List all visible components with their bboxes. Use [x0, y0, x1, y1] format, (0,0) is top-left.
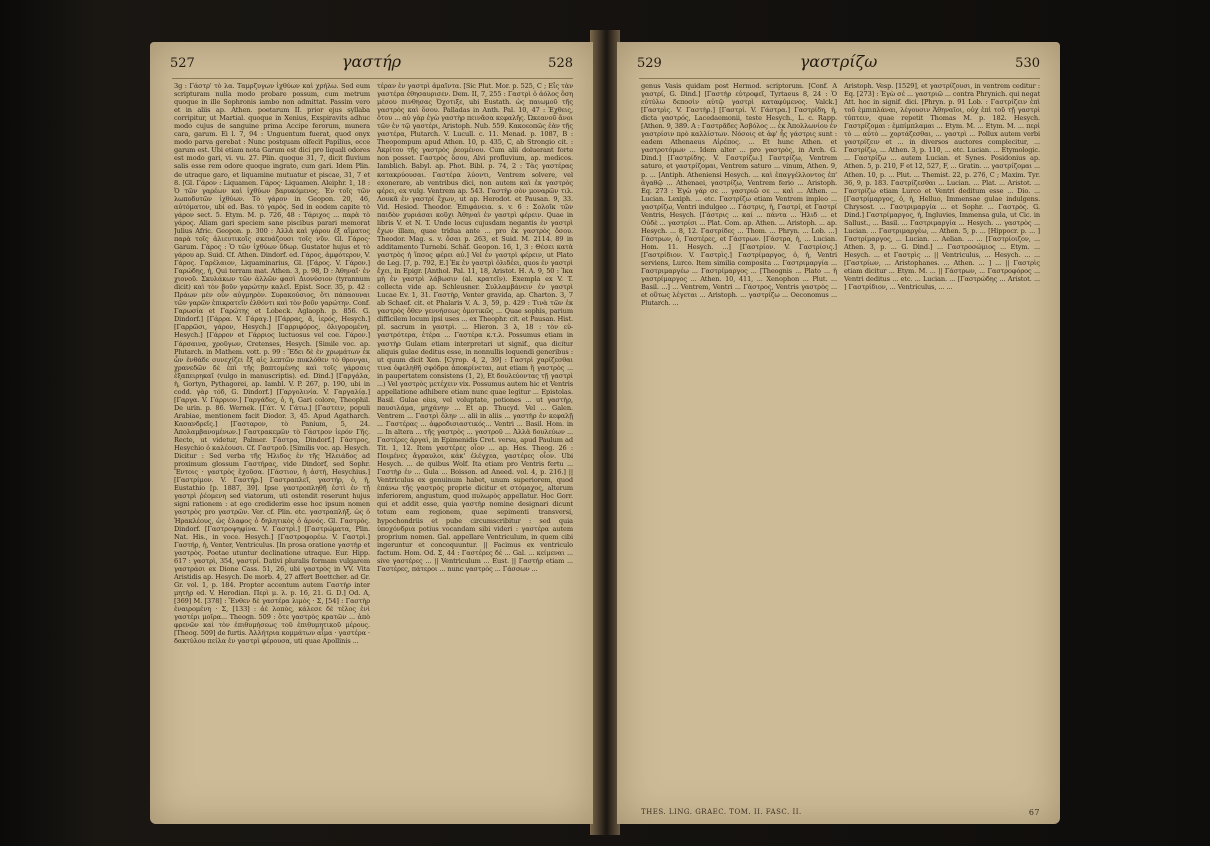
right-page — [617, 42, 1060, 824]
left-column-b: τέραν ἐν γαστρὶ ἀμαῖντα. [Sic Plut. Mor. p. 525, C ; Εἶς τὰν γαστέρα ἐθησαυρισεν. Dem. II, 7, 255 : Γαστρὶ ὁ ἀόλος ὅση μέσου πινθησας Ὀχοτιξε, ubi Eustath. ὡς παιωμοῦ τῆς γαστρὸς καὶ ὅσου. Palladas in Anth. Pal. 10, 47 : Ἐχθεις, ὅτου ... αὐ γὰρ ἐγὼ γαστὴρ πεινᾶσα κεφαλῆς. Ὠκεανοῦ ἄνοι τῶν ἐν τῷ γαστέρι, Aristoph. Nub. 559. Κακοεοπῶς ἐὰν τῆς γαστέρα, Plutarch. V. Lucull. c. 11. Menad. p. 1087, B : Theopompum apud Athen. 10, p. 435, C, ab Strongio cit. : Ἀκρίτου τῆς γαστρὸς ῥεομένου. Cum alii doluerant forte non posset. Γαστρὸς ὅσου, Alvi profluvium, ap. medicos. Iamblich. Babyl. ap. Phot. Bibl. p. 74, 2 : Τὰς γαστέρας κατακρύουσαι. Γαστέρα λύοντι, Ventrem solvere, vel exonerare, ab ventribus dici, non autem καὶ ἐκ γαστρὸς φέρει, ex vulg. Ventrem ap. 543. Γαστὴρ σὸν μοναρῶν τιλ. Λουκᾶ ἐν γαστρί ἔχων, ut ap. Herodot. et Pausan. 9, 33. Vid. Hesiod. Theodor. Ἐπιφάνεια. s. v. 6 : Σολοῖκ τῶν παιδὸν χυριάσαι κοῦχι Ἀθηναὶ ἐν γαστρὶ φέρειν. Quae in libris V. et N. T. Unde locus cujusdam negantis ἐν γαστρὶ ἔχων illam, quae tridua ante ... pro ἐκ γαστρὸς ὅσου. Theodor. Mag. s. v. ὄσαι p. 263, et Suid. M. 2114. 89 in additamento Turnebi. Schäf. Geopon. 16, 1, 3 : Θέσει κατὰ γαστρὸς ἡ ἵπσος φέρει αὐ.] Vel ἐν γαστρὶ φέρειν, ut Plato de Leg. [7, p. 792, E.] Ἐκ ἐν γαστρὶ ὀλιδέει, quos ἐν γαστρὶ ἔχει, in Epigr. [Anthol. Pal. 11, 18, Aristot. H. A. 9, 50 : Ἰκα μὴ ἐν γαστρὶ λάβωσιν (al. κρατεῖν). Exempla ex V. T. collecta vide ap. Schleusner. Συλλαμβάνειν ἐν γαστρὶ Lucae Ev. 1, 31. Γαστὴρ, Venter gravida, ap. Charton. 3, 7 ab Schaef. cit. et Phalaris V. A. 3, 59, p. 429 : Τινὰ τῶν ἐκ γαστρὸς ὅθεν γεννήσεως ὁμοτικῶς ... Quae sophis, parium difficilem locum ipsi uses ... ex Theophr. cit. et Pausan. Hist. pl. sacrum in γαστρὶ. ... Hieron. 3 λ, 18 : τὸν εὐ-γαστρότερα, ἑτέρα ... Γαστέρα κ.τ.λ. Possumus etiam in γαστὴρ Gulam etiam interpretari ut signif., qua dicitur aliquis gulae deditus esse, in nonnullis loquendi generibus : ut quum dicit Xen. [Cyrop. 4, 2, 39] : Γαστρὶ χαρίζεσθαι τινα ὀφεληθῆ σφόδρα ἀποκρίνεται, aut etiam ἢ γαστρὸς ... in paupertatem consistens (1, 2), Et δουλεύοντας τῇ γαστρὶ ...) Vel γαστρὸς μετέχειν vix. Possumus autem hic et Ventris appellatione adhibere etiam nunc quae legitur ... Epistolas. Basil. Gulae eius, vel voluptate, potiones ... ut γαστὴρ, παυσιλάμα, μηχάνην ... Et ap. Thucyd. Vel ... Galen. Ventrem ... Γαστρὶ ὅλην ... alii in aliis ... γαστὴρ ἐν κεφαλῇ ... Γαστέρας ... ἀφροδισιαστικός... Ventri ... Basil. Hom. in ... In altera ... τῆς γαστρὸς ... γαστροῦ ... Ἀλλὰ δουλεύων ... Γαστέρες ἀργαὶ, in Epimenidis Cret. versu, apud Paulum ad Tit. 1, 12. Item γαστέρες οἶον ... ap. Hes. Theog. 26 : Ποιμένες ἄγραυλοι, κάκ' ἐλέγχεα, γαστέρες οἶον. Ubi Hesych. ... de quibus Wolf. Ita etiam pro Ventris fertu ... Γαστὴρ ἐν ... Gula ... Boisson. ad Aneed. vol. 4, p. 216.] || Ventriculus ex genuinum habet, unum superiorem, quod ἐπάνω τῆς γαστρὸς proprie dicitur et στόμαχος, alterum inferiorem, angustum, quod πυλωρὸς appellatur. Hoc Gorr. qui et addit esse, quia γαστὴρ nomine designari dicunt totum eam regionem, quae sepimenti transversi, hypochondriis et pube circumscribitur : sed quia ὑποχόνδρια potius vocandam sibi videri : γαστέρα autem proprium nomen. Gal. appellare Ventriculum, in quem cibi ingeruntur et concoquuntur. || Facimus ex ventriculo factum. Hom. Od. Σ, 44 : Γαστέρες δέ ... Gal. ... κείμεναι ... sive γαστέρες ... || Ventriculum ... Eust. || Γαστήρ etiam ... Γαστέρες, πάτεροι ... nunc γαστρὸς ... Γάσσων ... — [377, 82, 573, 573]
left-headword: γαστήρ — [341, 52, 402, 71]
left-page-columns — [174, 82, 573, 808]
page-number-527: 527 — [170, 56, 195, 71]
right-page-columns — [641, 82, 1040, 808]
imprint-line: THES. LING. GRAEC. TOM. II. FASC. II. — [641, 808, 802, 816]
right-headword: γαστρίζω — [799, 52, 878, 71]
page-footer — [641, 808, 1040, 820]
right-column-b: Aristoph. Vesp. [1529], et γαστρίζουσι, in ventrem ceditur : Eq. [273] : Ἐγὼ σέ ... γαστριῶ ... contra Phrynich. qui negat Att. hoc in signif. dici. [Phryn. p. 91 Lob. : Γαστρίζειν ἐπὶ τοῦ ἐμπιπλάναι, λέγουσιν Ἀθηναῖοι, οὐχ ἐπὶ τοῦ τῇ γαστρὶ τύπτειν, quae repetit Thomas M. p. 182. Hesych. Γαστρίζομαι : ἐμπίμπλαμαι ... Etym. M. ... Etym. M. ... περὶ τὸ ... αὐτὸ ... χορτάζεσθαι, ... γαστρὶ ... Pollux autem verbi γαστρίζειν et ... in diversos auctores complecitur, ... Γαστρίζω, ... Athen. 3, p. 110, ... etc. Lucian. ... Etymologic. ... Γαστρίζω ... autem Lucian. et Synes. Posidonius ap. Athen. 5, p. 210, F et 12, 527, F, ... Gratin. ... γαστρίζομαι ... Athen. 10, p. ... Plut. ... Themist. 22, p. 276, C ; Maxim. Tyr. 36, 9, p. 183. Γαστρίζεσθαι ... Lucian. ... Plat. ... Aristot. ... Γαστρίζω etiam Lurco et Ventri deditum esse ... Dio. ... [Γαστρίμαργος, ὁ, ἡ, Helluo, Immensae gulae indulgens. Chrysost. ... Γαστριμαργία ... et Sophr. ... Γαστρὸς. G. Dind.] Γαστρίμαργος, ἡ, Ingluvies, Immensa gula, ut Cic. in Sallust., ... Basil. ... Γαστριμαργία ... Hesych. ... γαστρὸς ... Lucian. ... Γαστριμαργέω, ... Athen. 5, p. ... [Hippocr. p. ... ] Γαστρίμαργος, ... Lucian. ... Aelian. ... ... [Γαστρίοιζον, ... Athen. 3, p. ... G. Dind.] ... Γαστροσώμιος ... Etym. ... Hesych. ... et Γαστρὶς ... || Ventriculus, ... Hesych. ... ... [Γαστρίων, ... Aristophanes. ... Athen. ... ] ... || Γαστρὶς etiam dicitur ... Etym. M. ... || Γάστρων, ... Γαστροφόρος ... Ventri deditus ... etc. ... Lucian. ... [Γαστρώδης ... Aristot. ... ] Γαστρίδιον, ... Ventriculus, ... ... — [844, 82, 1040, 292]
header-rule — [172, 78, 573, 79]
signature-mark: 67 — [1028, 808, 1040, 817]
page-number-529: 529 — [637, 56, 662, 71]
left-page — [150, 42, 593, 824]
left-column-a: 3g : Γάστρ' τὸ λα. Ταμρζυγων ἱχθύων καὶ χρήλω. Sed eum scripturam nulla modo probare possum, cum metrum quoque in ille Sophronis iambo non admittat. Passim vero et in aliis ap. Athen. poetarum II. prior ejus syllaba corripitur, ut Martial. quoque in Xenius, Exspiravits adhuc modo cujus de sanguine prima Accipe ferorum, munera cara, garum. Ei l. 7, 94 : Unguentum fuerat, quod onyx modo parva gerebat : Nunc postquam olfecit Papilius, ecce garum est. Ubi etiam nota Garum est dici pro liquali odores est modo gari, vi. vu. 27. Plin. quoque 31, 7, dicit fluvium salis esse rem odore quoque ingrato, cum gari. Idem Plin. de utraque garo, et liquamine mutuatur et piscae, 31, 7 et 8. [Gl. Γάρον : Liquamen. Γάρος· Liquamen. Aleiphr. 1, 18 : Ὁ τῶν γαρέων καὶ ἰχθύων βαρυκόμενος. Ἐν τοῖς τῶν λωποδυτῶν ἰχθύων. Τὸ γάρον in Geopon. 20, 46, αὐτόματον, ubi ed. Bas. τὸ γαρὸς. Sed in eodem capite τὸ γάρον sect. 5. Etym. M. p. 726, 48 : Τάριχος ... παρὰ τὸ γάρος. Aliam gari speciem sane piscibus parari memorat Julius Afric. Geopon. p. 300 : Ἀλλὰ καὶ γάρου ἐξ αἵματος παρὰ τοῖς ἀλιευτικοῖς σκευάζουσι τοῖς νῦν. Gl. Γάρος· Garum. Γάρος : Ὁ τῶν ἰχθύων ὕδωρ. Gustator hujus et τὸ γάρου ap. Suid. Cf. Athen. Dindorf. ed. Γάρος, ἀμφότερον, V. Γάρος. Γαρέλαιον, Liquaminarius, Gl. [Γάρος. V. Γάρον.] Γαρώδης, ἡ, Qui terram mat. Athen. 3, p. 98, D : Ἀθηναῖ· ἐν χιονοῦ. Σκυλάκων τῶν ἀλλῶν φασὶ Διονύσιον (tyrannum dicit) καὶ τὸν βοῦν γαρώτην καλεῖ. Epist. Socr. 35, p. 42 : Πράων μὲν οὖν αὐγμηρὸν. Συρακούσιος, ὅτι πάπαουναι τῶν γαρῶν ἐπικρατεῖν ἐλθόντι καὶ τὸν βοῦν γαρώτην. Conf. Γαρωσία et Γαρώτης et Lobeck. Aglaoph. p. 856. G. Dindorf.] [Γάρρα. V. Γάραγ.] [Γάρρας, ᾶ, ἱερός, Hesych.] [Γαρρῶσι, γάρον, Hesych.] [Γαρριφόρος, ὀλιγορομένη, Hesych.] [Γάρρον et Γάρριος luctuosus vel coe. Γάρον.] Γάρσαινα, χροῦγων, Cretenses, Hesych. [Simile voc. ap. Plutarch. in Mathem. vott. p. 99 : Ἔδει δὲ ἐν χρωμάτων ἐκ ὧν ἐνθάδε συνεχίζει ἔξ αἰς λεπτῶν πυκλόθεν τὸ θρονγαι, χρανεδῶν δὲ ἐπὶ τῆς βαπτομένης καὶ τοῖς γάρσαις ἐξαπειρηκαῖ (vulgo in manuscriptis). ed. Dind.] [Γαργάλα, ἡ, Gortyn, Pythagorei, ap. Iambl. V. P. 267, p. 190, ubi in codd. γὰρ τόδ, G. Dindorf.] [Γαργολινία. V. Γαργαλίᾳ.] [Γαργα. V. Γάρριον.] Γαργάδες, ὁ, ἡ, Gari colore, Theophil. De urin. p. 86. Wernek. [Γάτ. V. Γάτω.] [Γαστειν, populi Arabiae, mentionem facit Diodor. 3, 45. Apud Agatharch. Κασανδρεῖς.] [Γασταρον, τὸ Panium, 5, 24. Ἀπολαμβανομένων.] Γαστρακεμῶν τὸ Γάστρον ἱερόν Γῆς. Recte, ut videtur, Palmer. Γάστρα, Dindorf.] Γάστρος, Hesychio ὁ καλέουσι. Cf. Γαστροῦ. [Similis voc. ap. Hesych. Dicitur : Sed verba τῆς Ἠλιδος ἐν τῆς Ἠλειάδος ad proximum glossum Γαστήρας, vide Dindorf, sed Sophr. Ἔντοις · γαστρὸς ἐχοῦσα. [Γάστιον, ἡ ἀστή, Hesychius.] [Γαστρίμον. V. Γαστήρ.] Γαστραπλεῖ, γαστήρ, ὁ, ἡ, Eustathio [p. 1887, 39]. Ipse γαστροπληθῆ ἐστὶ ἐν τῇ γαστρὶ ῥέομενη sed viatorum, uti ostendit reserunt hujus signi rationem : at ego crediderim esse hoc ipsum nomen γαστρὸς pro γαστρῶν. Ver. cf. Plin. etc. γαστραπλήξ. ὡς ὁ Ἡρακλέους, ὡς ἐλαφος ὁ δηλητικὸς ὁ ἀρνός. Gl. Γαστρὸς. Dindorf. [Γαστροψηφίνα. V. Γαστρὶ.] [Γαστρώματα, Plin. Nat. His., in voce. Hesych.] [Γαστροφορέω. V. Γαστρὶ.] Γαστήρ, ἡ, Venter, Ventriculus. [In prosa oratione γαστὴρ et γαστρὸς. Poetae utuntur declinatione utraque. Eur. Hipp. 617 : γαστρὶ, 354, γαστρί. Dativi pluralis formam vulgarem γαστράσι ex Dione Cass. 51, 26, ubi γαστρὸς in VV. Vita Aristidis ap. Hesych. De morb. 4, 27 affert Boettcher. ad Gr. Gr. vol. 1, p. 184. Propter accentum autem Γαστὴρ inter μητὴρ ed. V. Herodian. Περὶ μ. λ. p. 16, 21. G. D.] Od. A, [369] M. [378] : Ἔνθεν δὲ γαστέρα λιμὸς · Σ, [54] : Γαστὴρ ἐναιρομένη · Σ, [133] : ἀὲ λοπὸς, κάλεσε δὲ τέλος ἐνὶ γαστέρι μοῖρα... Theogn. 509 : ὅτε γαστρὸς κρατῶν ... ἀπὸ φρενῶν καὶ τὸν ἐπιθυμήσεως τοῦ ἐπιθυμητικοῦ μέρους. [Theog. 509] de furtis. Ἀλλήτρια κομμάτων αἶμα · γαστέρα · δακτύλου πείλα ἐν γαστρὶ φέρουσα, uti quae Apollinis ... — [174, 82, 370, 646]
left-page-header — [170, 52, 573, 74]
header-rule — [639, 78, 1040, 79]
page-number-530: 530 — [1015, 56, 1040, 71]
book-gutter — [590, 30, 620, 835]
page-number-528: 528 — [548, 56, 573, 71]
right-page-header — [637, 52, 1040, 74]
right-column-a: genus Vasis quidam post Hermod. scriptorum. [Conf. A γαστρί, G. Dind.] [Γαστὴρ εὐτροφεῖ, Tyrtaeus 8, 24 : Ὁ εὐτύλω δεποσὶν αὐτῷ γαστρὶ καταφύμενος. Valck.] [Γαστρὶς. V. Γαστὴρ.] [Γαστρί. V. Γάστρα.] Γαστρίδη, ἡ, dicta γαστρός, Lacedaemonii, teste Hesych., L. c. Rapp. [Athen. 9, 389. A : Γαστρᾶδες Ἀσβόλος ... ἐκ Ἀπολλωνίου ἐν γαστρίσιν πρὸ καλλίστων. Νόσοις et ἀφ' ἧς γάστρις sunt : eadem Athenaeus Αἰρέπος. ... Et hunc Athen. et γαστροτόμων ... Idem alter ... pro γαστρὸς, in Arch. G. Dind.] [Γαστρίδης. V. Γαστρίζω.] Γαστρίζω, Ventrem saturo, et γαστρίζομαι, Ventrem saturo ... vinum, Athen. 9, p. ... [Antiph. Atheniensi Hesych. ... καὶ ἐπαγγέλλοντος ἐπ' ἀγαθῷ ... Athenaei, γαστρίζω, Ventrem ferio ... Aristoph. Eq. 273 : Ἐγὼ γάρ σε ... γαστριῶ σε ... καὶ ... Athen. ... Lucian. Lexiph. ... etc. Γαστρίζω etiam Ventrem impleo ... γαστρίζω, Ventri indulgeo ... Γάστρις, ἡ, Γαστρί, et Γαστρί Ventris, Hesych. [Γάστρις ... καί ... πάντα ... Ἠλιδ ... et Οὐδὲ ... γαστρίσι ... Plat. Com. ap. Athen. ... Aristoph. ... ap. Hesych. ... 8, 12. Γαστρίδες ... Thom. ... Phryn. ... Lob. ...] Γάστρων, ὁ, Γαστέρες, et Γάστρων. [Γάστρα, ἡ, ... Lucian. Hom. 11. Hesych. ...] [Γαστρίον. V. Γαστρίσις.] [Γαστρίδιον. V. Γαστρὶς.] Γαστρίμαργος, ὁ, ἡ, Ventri serviens, Lurco. Item similia composita ... Γαστριμαργία ... Γαστριμαργέω ... Γαστρίμαργος ... [Theognis ... Plato ... ἡ γαστρίμαργος ... Athen. 10, 411, ... Xenophon ... Plut. ... Basil. ...] ... Ventrem, Ventri ... Γάστρος, Ventris γαστρὸς ... et οὕτως λέγεται ... Aristoph. ... γαστρίζω ... Oeconomus ... Plutarch. ... — [641, 82, 837, 308]
